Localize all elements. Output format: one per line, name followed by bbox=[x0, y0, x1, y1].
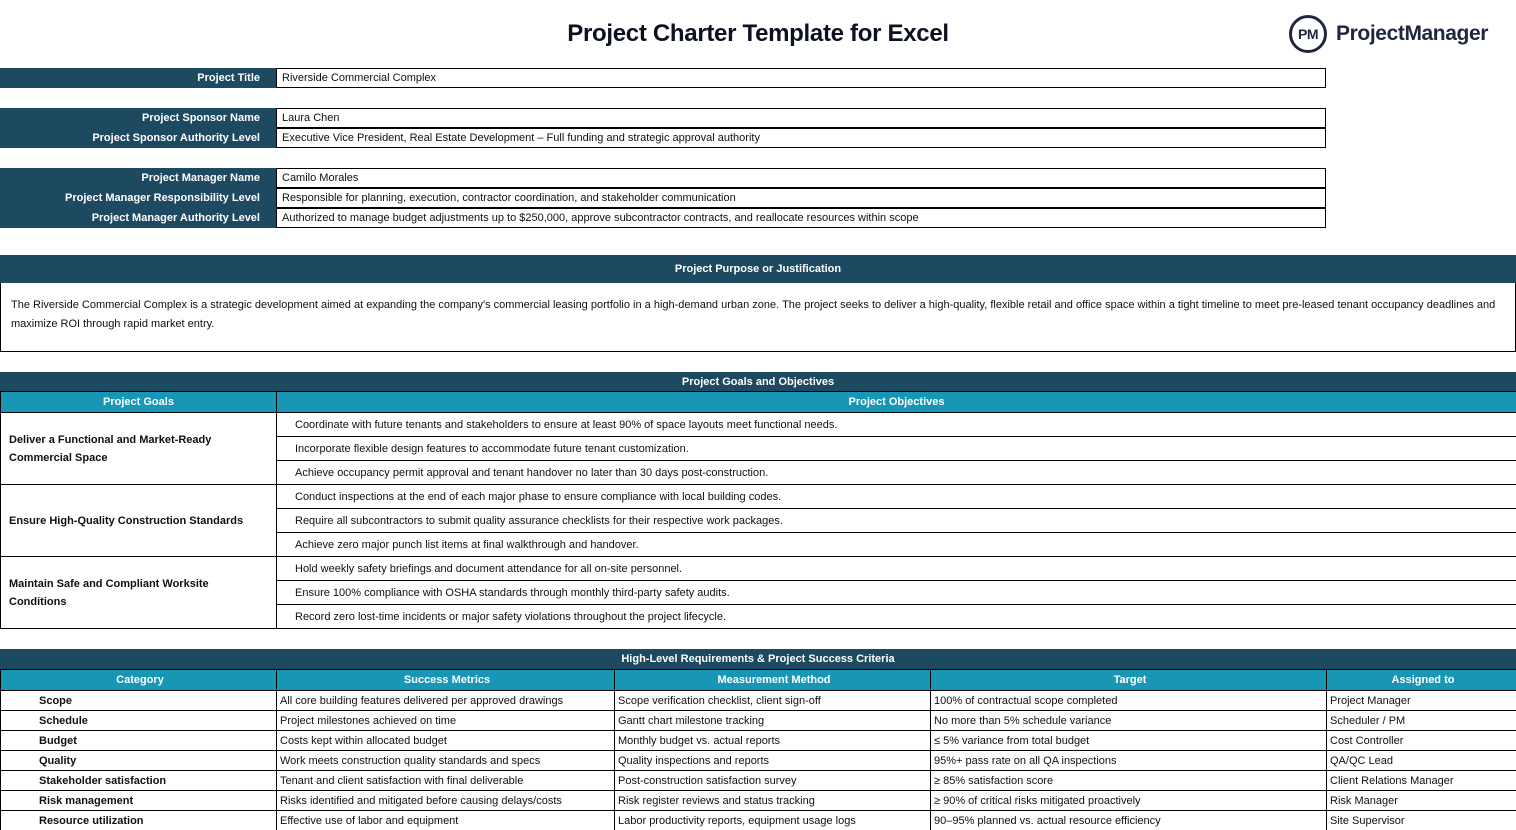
sponsor-name-label: Project Sponsor Name bbox=[0, 108, 276, 128]
table-row bbox=[1, 731, 1516, 751]
requirements-table bbox=[0, 669, 1516, 830]
pm-monogram-icon: PM bbox=[1289, 15, 1327, 53]
category-cell[interactable]: Budget bbox=[1, 731, 277, 751]
table-row bbox=[1, 751, 1516, 771]
objective-cell[interactable]: Achieve zero major punch list items at final walkthrough and handover. bbox=[277, 533, 1516, 557]
table-row bbox=[1, 791, 1516, 811]
table-row bbox=[1, 691, 1516, 711]
manager-responsibility-value[interactable]: Responsible for planning, execution, contractor coordination, and stakeholder communication bbox=[276, 188, 1326, 208]
measurement-method-cell[interactable]: Gantt chart milestone tracking bbox=[615, 711, 931, 731]
sponsor-name-value[interactable]: Laura Chen bbox=[276, 108, 1326, 128]
project-title-label: Project Title bbox=[0, 68, 276, 88]
manager-name-value[interactable]: Camilo Morales bbox=[276, 168, 1326, 188]
manager-block bbox=[0, 168, 1326, 228]
manager-name-row bbox=[0, 168, 1326, 188]
brand-name: ProjectManager bbox=[1336, 22, 1488, 45]
objective-cell[interactable]: Coordinate with future tenants and stakeholders to ensure at least 90% of space layouts meet functional needs. bbox=[277, 413, 1516, 437]
measurement-method-cell[interactable]: Scope verification checklist, client sign-off bbox=[615, 691, 931, 711]
manager-authority-value[interactable]: Authorized to manage budget adjustments up to $250,000, approve subcontractor contracts, and reallocate resources within scope bbox=[276, 208, 1326, 228]
category-cell[interactable]: Scope bbox=[1, 691, 277, 711]
target-cell[interactable]: 95%+ pass rate on all QA inspections bbox=[931, 751, 1327, 771]
measurement-method-cell[interactable]: Risk register reviews and status tracking bbox=[615, 791, 931, 811]
objective-cell[interactable]: Achieve occupancy permit approval and tenant handover no later than 30 days post-construction. bbox=[277, 461, 1516, 485]
goal-cell[interactable]: Maintain Safe and Compliant Worksite Conditions bbox=[1, 557, 277, 629]
project-title-row bbox=[0, 68, 1326, 88]
col-header-assigned-to: Assigned to bbox=[1327, 670, 1516, 691]
objective-cell[interactable]: Incorporate flexible design features to accommodate future tenant customization. bbox=[277, 437, 1516, 461]
manager-authority-label: Project Manager Authority Level bbox=[0, 208, 276, 228]
project-title-block bbox=[0, 68, 1326, 88]
target-cell[interactable]: No more than 5% schedule variance bbox=[931, 711, 1327, 731]
target-cell[interactable]: 100% of contractual scope completed bbox=[931, 691, 1327, 711]
assigned-to-cell[interactable]: QA/QC Lead bbox=[1327, 751, 1516, 771]
brand-logo bbox=[1289, 15, 1488, 53]
assigned-to-cell[interactable]: Project Manager bbox=[1327, 691, 1516, 711]
manager-authority-row bbox=[0, 208, 1326, 228]
col-header-category: Category bbox=[1, 670, 277, 691]
section-header-requirements: High-Level Requirements & Project Success Criteria bbox=[0, 649, 1516, 669]
success-metrics-cell[interactable]: All core building features delivered per approved drawings bbox=[277, 691, 615, 711]
project-title-value[interactable]: Riverside Commercial Complex bbox=[276, 68, 1326, 88]
success-metrics-cell[interactable]: Tenant and client satisfaction with final deliverable bbox=[277, 771, 615, 791]
purpose-text[interactable]: The Riverside Commercial Complex is a strategic development aimed at expanding the company's commercial leasing portfolio in a high-demand urban zone. The project seeks to deliver a high-quality, flexible retail and office space within a tight timeline to meet pre-leased tenant occupancy deadlines and maximize ROI through rapid market entry. bbox=[0, 283, 1516, 352]
measurement-method-cell[interactable]: Labor productivity reports, equipment usage logs bbox=[615, 811, 931, 830]
objectives-col-header: Project Objectives bbox=[277, 392, 1516, 413]
table-row bbox=[1, 557, 1516, 581]
objective-cell[interactable]: Require all subcontractors to submit quality assurance checklists for their respective work packages. bbox=[277, 509, 1516, 533]
success-metrics-cell[interactable]: Effective use of labor and equipment bbox=[277, 811, 615, 830]
success-metrics-cell[interactable]: Work meets construction quality standards and specs bbox=[277, 751, 615, 771]
section-header-goals: Project Goals and Objectives bbox=[0, 372, 1516, 391]
objective-cell[interactable]: Record zero lost-time incidents or major safety violations throughout the project lifecycle. bbox=[277, 605, 1516, 629]
table-row bbox=[1, 811, 1516, 830]
col-header-measurement-method: Measurement Method bbox=[615, 670, 931, 691]
manager-responsibility-row bbox=[0, 188, 1326, 208]
category-cell[interactable]: Resource utilization bbox=[1, 811, 277, 830]
success-metrics-cell[interactable]: Project milestones achieved on time bbox=[277, 711, 615, 731]
objective-cell[interactable]: Ensure 100% compliance with OSHA standards through monthly third-party safety audits. bbox=[277, 581, 1516, 605]
document-header bbox=[0, 0, 1516, 68]
goal-cell[interactable]: Deliver a Functional and Market-Ready Commercial Space bbox=[1, 413, 277, 485]
sponsor-authority-value[interactable]: Executive Vice President, Real Estate Development – Full funding and strategic approval authority bbox=[276, 128, 1326, 148]
sponsor-block bbox=[0, 108, 1326, 148]
measurement-method-cell[interactable]: Monthly budget vs. actual reports bbox=[615, 731, 931, 751]
category-cell[interactable]: Stakeholder satisfaction bbox=[1, 771, 277, 791]
success-metrics-cell[interactable]: Risks identified and mitigated before causing delays/costs bbox=[277, 791, 615, 811]
table-row bbox=[1, 413, 1516, 437]
measurement-method-cell[interactable]: Quality inspections and reports bbox=[615, 751, 931, 771]
sponsor-authority-row bbox=[0, 128, 1326, 148]
target-cell[interactable]: ≤ 5% variance from total budget bbox=[931, 731, 1327, 751]
category-cell[interactable]: Schedule bbox=[1, 711, 277, 731]
objective-cell[interactable]: Conduct inspections at the end of each major phase to ensure compliance with local building codes. bbox=[277, 485, 1516, 509]
measurement-method-cell[interactable]: Post-construction satisfaction survey bbox=[615, 771, 931, 791]
category-cell[interactable]: Risk management bbox=[1, 791, 277, 811]
assigned-to-cell[interactable]: Client Relations Manager bbox=[1327, 771, 1516, 791]
target-cell[interactable]: ≥ 85% satisfaction score bbox=[931, 771, 1327, 791]
goals-col-header: Project Goals bbox=[1, 392, 277, 413]
sponsor-authority-label: Project Sponsor Authority Level bbox=[0, 128, 276, 148]
requirements-column-header-row bbox=[1, 670, 1516, 691]
success-metrics-cell[interactable]: Costs kept within allocated budget bbox=[277, 731, 615, 751]
goal-cell[interactable]: Ensure High-Quality Construction Standards bbox=[1, 485, 277, 557]
sponsor-name-row bbox=[0, 108, 1326, 128]
col-header-success-metrics: Success Metrics bbox=[277, 670, 615, 691]
manager-responsibility-label: Project Manager Responsibility Level bbox=[0, 188, 276, 208]
assigned-to-cell[interactable]: Risk Manager bbox=[1327, 791, 1516, 811]
col-header-target: Target bbox=[931, 670, 1327, 691]
objective-cell[interactable]: Hold weekly safety briefings and document attendance for all on-site personnel. bbox=[277, 557, 1516, 581]
assigned-to-cell[interactable]: Cost Controller bbox=[1327, 731, 1516, 751]
table-row bbox=[1, 771, 1516, 791]
category-cell[interactable]: Quality bbox=[1, 751, 277, 771]
target-cell[interactable]: 90–95% planned vs. actual resource efficiency bbox=[931, 811, 1327, 830]
page-title: Project Charter Template for Excel bbox=[567, 20, 949, 47]
table-row bbox=[1, 485, 1516, 509]
goals-table bbox=[0, 391, 1516, 629]
goals-column-header-row bbox=[1, 392, 1516, 413]
section-header-purpose: Project Purpose or Justification bbox=[0, 255, 1516, 283]
manager-name-label: Project Manager Name bbox=[0, 168, 276, 188]
assigned-to-cell[interactable]: Scheduler / PM bbox=[1327, 711, 1516, 731]
target-cell[interactable]: ≥ 90% of critical risks mitigated proactively bbox=[931, 791, 1327, 811]
table-row bbox=[1, 711, 1516, 731]
assigned-to-cell[interactable]: Site Supervisor bbox=[1327, 811, 1516, 830]
